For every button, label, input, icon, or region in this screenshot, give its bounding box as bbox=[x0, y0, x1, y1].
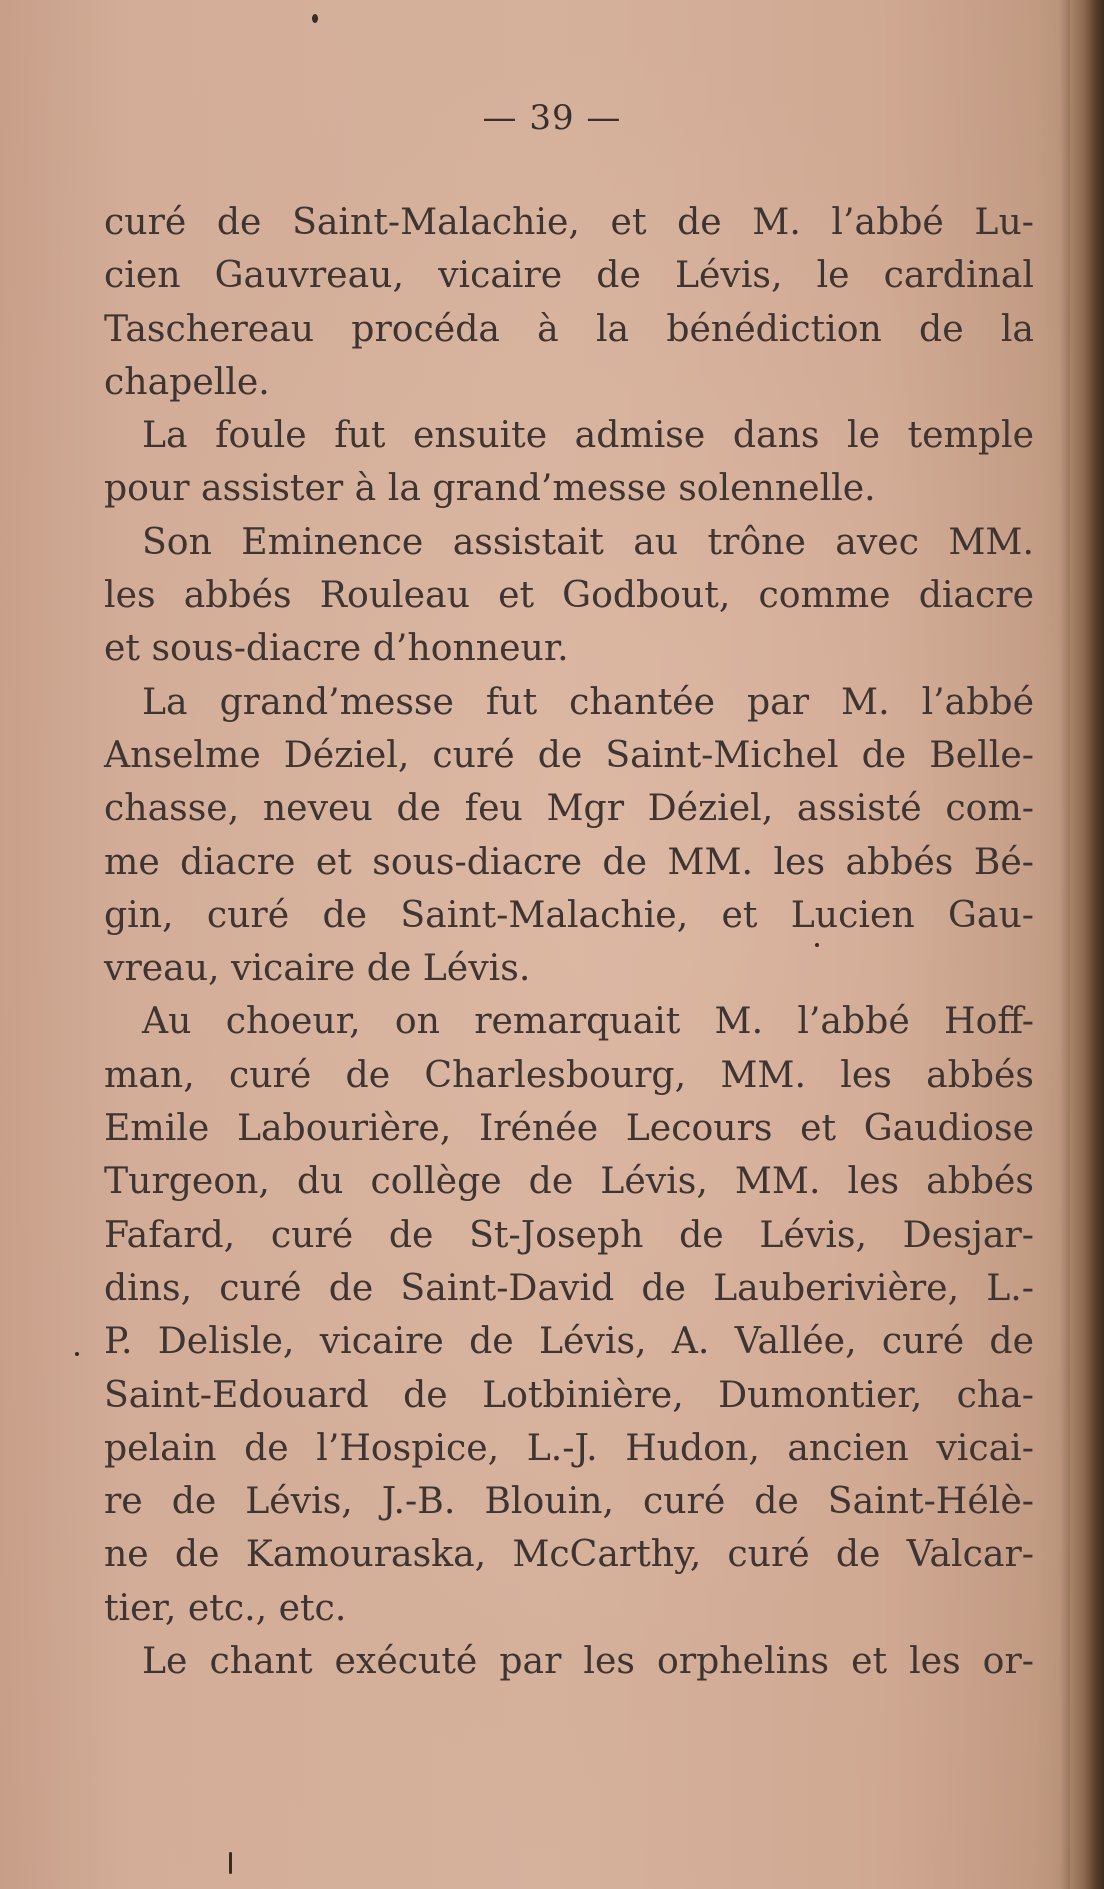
text-line: chapelle. bbox=[104, 359, 270, 403]
text-line: Turgeon, du collège de Lévis, MM. les abbés bbox=[104, 1159, 1034, 1203]
text-line: Au choeur, on remarquait M. l’abbé Hoff- bbox=[142, 999, 1034, 1043]
text-line: gin, curé de Saint-Malachie, et Lucien Gau- bbox=[104, 892, 1034, 936]
text-line: ne de Kamouraska, McCarthy, curé de Valcar- bbox=[104, 1532, 1034, 1576]
text-line: tier, etc., etc. bbox=[104, 1585, 347, 1629]
text-line: re de Lévis, J.-B. Blouin, curé de Saint-Hélè- bbox=[104, 1479, 1034, 1523]
text-line: Fafard, curé de St-Joseph de Lévis, Desjar- bbox=[104, 1212, 1034, 1256]
ink-speck bbox=[75, 1352, 79, 1356]
text-line: chasse, neveu de feu Mgr Déziel, assisté com- bbox=[104, 786, 1034, 830]
text-line: dins, curé de Saint-David de Lauberivière, L.- bbox=[104, 1265, 1034, 1309]
text-line: La grand’messe fut chantée par M. l’abbé bbox=[142, 679, 1034, 723]
page-number: — 39 — bbox=[482, 98, 622, 138]
text-line: La foule fut ensuite admise dans le temple bbox=[142, 413, 1034, 457]
text-line: man, curé de Charlesbourg, MM. les abbés bbox=[104, 1052, 1034, 1096]
text-line: P. Delisle, vicaire de Lévis, A. Vallée, curé de bbox=[104, 1319, 1034, 1363]
ink-speck bbox=[229, 1852, 232, 1874]
text-line: Le chant exécuté par les orphelins et les or- bbox=[142, 1639, 1034, 1683]
text-line: cien Gauvreau, vicaire de Lévis, le cardinal bbox=[104, 253, 1034, 297]
text-line: les abbés Rouleau et Godbout, comme diacre bbox=[104, 573, 1034, 617]
text-line: et sous-diacre d’honneur. bbox=[104, 626, 569, 670]
text-line: Taschereau procéda à la bénédiction de la bbox=[104, 306, 1034, 350]
text-line: Saint-Edouard de Lotbinière, Dumontier, cha- bbox=[104, 1372, 1034, 1416]
text-line: Emile Labourière, Irénée Lecours et Gaudiose bbox=[104, 1106, 1034, 1150]
text-line: curé de Saint-Malachie, et de M. l’abbé Lu- bbox=[104, 200, 1034, 243]
text-line: me diacre et sous-diacre de MM. les abbés Bé- bbox=[104, 839, 1034, 883]
text-line: pour assister à la grand’messe solennelle. bbox=[104, 466, 876, 510]
text-line: pelain de l’Hospice, L.-J. Hudon, ancien vicai- bbox=[104, 1425, 1034, 1469]
body-text bbox=[104, 195, 1034, 1687]
text-line: Son Eminence assistait au trône avec MM. bbox=[142, 519, 1034, 563]
ink-speck bbox=[312, 14, 318, 23]
book-spine bbox=[1070, 0, 1104, 1889]
text-line: Anselme Déziel, curé de Saint-Michel de Belle- bbox=[104, 732, 1034, 776]
page-gutter-shadow bbox=[1060, 0, 1070, 1889]
text-line: vreau, vicaire de Lévis. bbox=[104, 946, 531, 990]
